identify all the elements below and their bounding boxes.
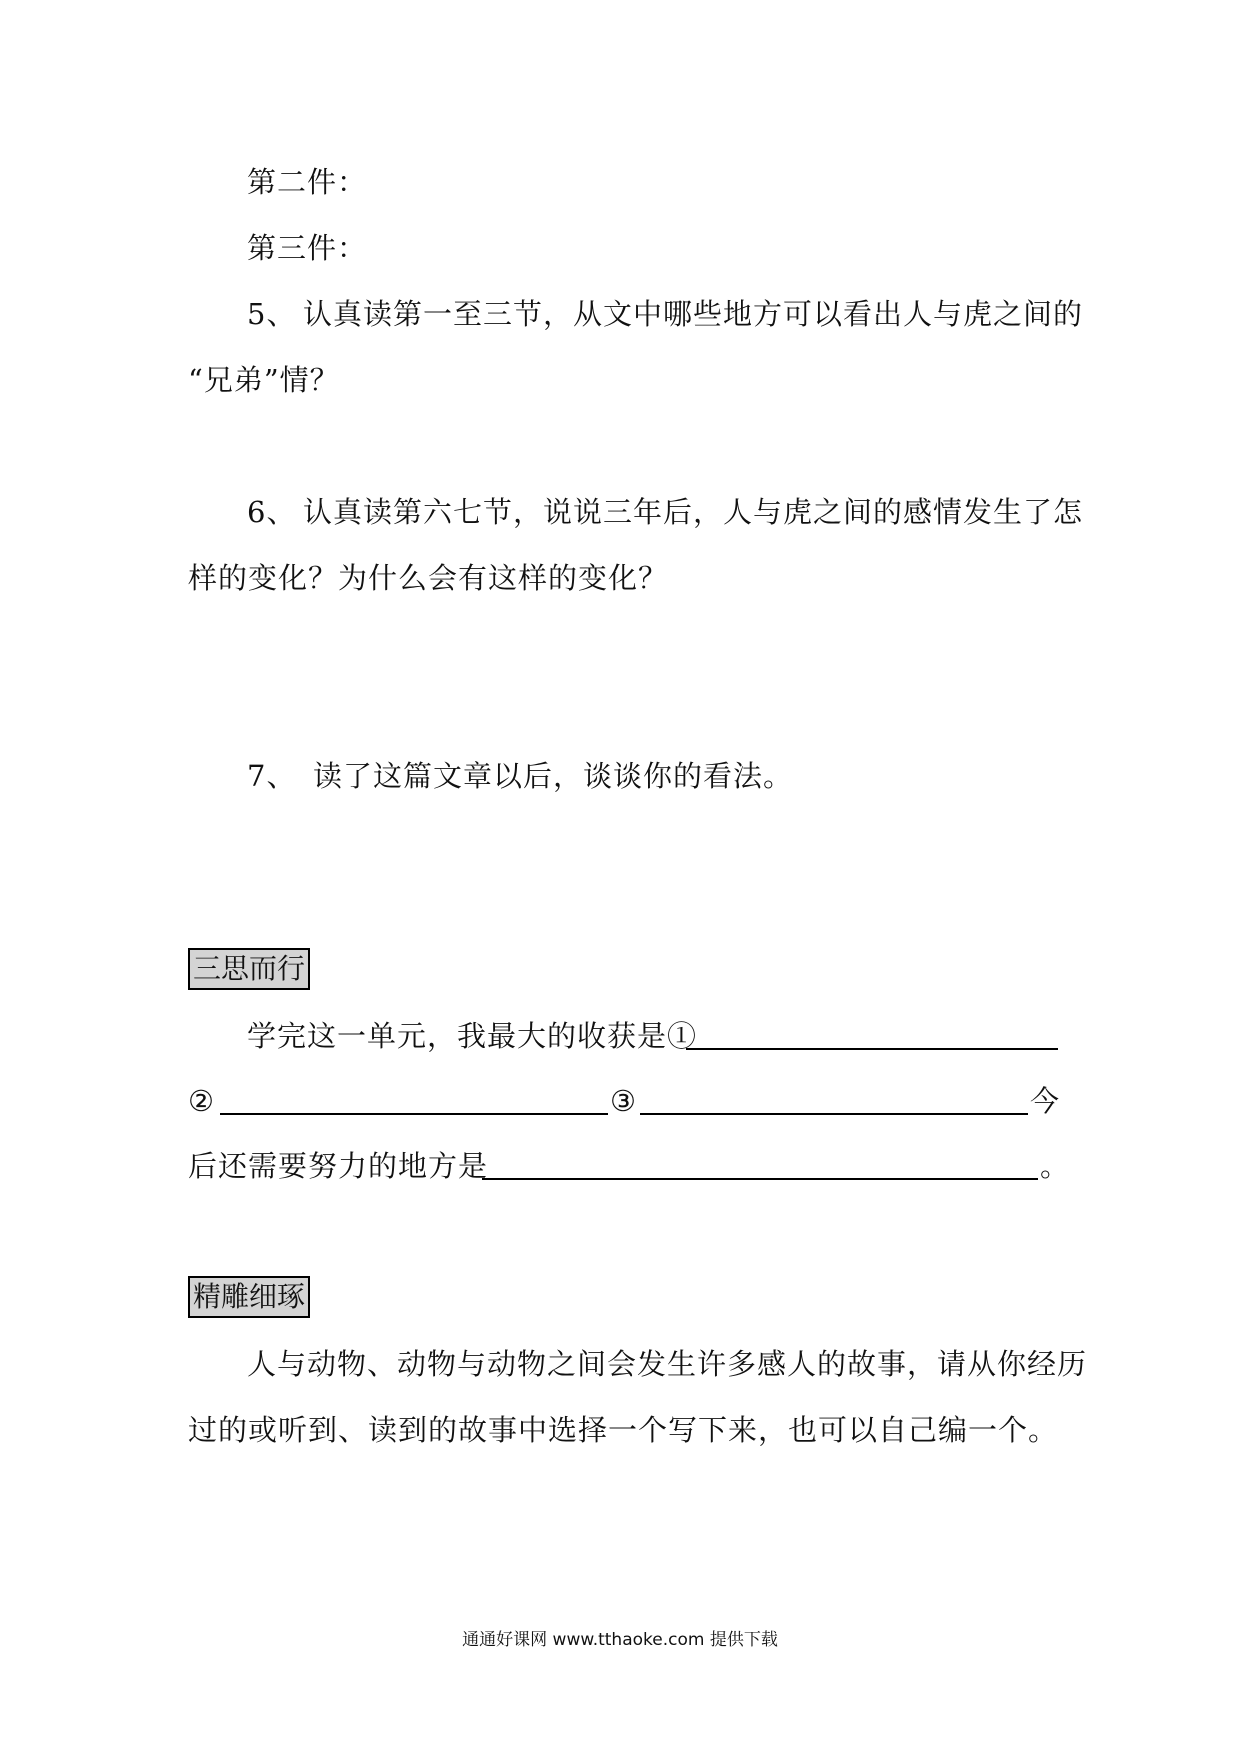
section-title-refine: 精雕细琢 bbox=[188, 1276, 310, 1318]
writing-prompt-line-1: 人与动物、动物与动物之间会发生许多感人的故事，请从你经历 bbox=[247, 1347, 1088, 1381]
improvement-prompt: 后还需要努力的地方是 bbox=[188, 1149, 489, 1183]
harvest-mark-3: ③ bbox=[610, 1084, 637, 1118]
answer-blank-improvement[interactable] bbox=[482, 1178, 1038, 1180]
harvest-prompt: 学完这一单元，我最大的收获是① bbox=[247, 1019, 698, 1053]
writing-prompt-line-2: 过的或听到、读到的故事中选择一个写下来，也可以自己编一个。 bbox=[188, 1413, 1059, 1447]
question-6-text: 认真读第六七节，说说三年后，人与虎之间的感情发生了怎 bbox=[303, 495, 1084, 529]
question-5-continued: “兄弟”情？ bbox=[188, 363, 340, 397]
question-6-continued: 样的变化？为什么会有这样的变化？ bbox=[188, 561, 669, 595]
question-7-number: 7、 bbox=[247, 759, 297, 793]
third-item-label: 第三件： bbox=[247, 231, 368, 265]
question-5-text: 认真读第一至三节，从文中哪些地方可以看出人与虎之间的 bbox=[303, 297, 1084, 331]
question-6-number: 6、 bbox=[247, 495, 297, 529]
answer-blank-3[interactable] bbox=[640, 1113, 1028, 1115]
harvest-mark-2: ② bbox=[188, 1084, 215, 1118]
question-5 bbox=[247, 294, 1083, 334]
harvest-line-end: 今 bbox=[1030, 1084, 1061, 1118]
page-footer: 通通好课网 www.tthaoke.com 提供下载 bbox=[462, 1630, 778, 1650]
answer-blank-2[interactable] bbox=[220, 1113, 608, 1115]
answer-blank-1[interactable] bbox=[686, 1048, 1058, 1050]
second-item-label: 第二件： bbox=[247, 165, 368, 199]
improvement-period: 。 bbox=[1040, 1149, 1071, 1183]
question-6 bbox=[247, 492, 1083, 532]
question-7-text: 读了这篇文章以后，谈谈你的看法。 bbox=[313, 759, 794, 793]
section-title-reflection: 三思而行 bbox=[188, 948, 310, 990]
question-7 bbox=[247, 756, 793, 796]
question-5-number: 5、 bbox=[247, 297, 297, 331]
